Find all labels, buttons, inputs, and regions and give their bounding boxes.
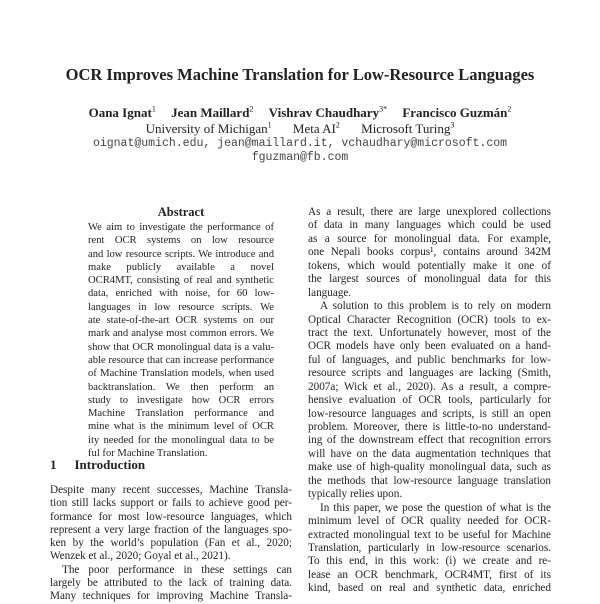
text-line: represent a very large fraction of the languages spo- [50,523,292,536]
abstract-heading: Abstract [157,205,205,219]
author-sup: 3* [379,105,388,114]
text-line: mark and analyse most common errors. We [88,328,274,340]
text-line: The poor performance in these settings can [62,563,292,576]
affiliation-name: University of Michigan [145,121,268,137]
text-line: and low resource scripts. We introduce and [88,248,274,260]
affiliation-list [0,121,600,137]
text-line: In this paper, we pose the question of what is the [320,501,551,514]
intro-right-column [308,206,551,596]
affiliation [361,121,454,136]
text-line: To this end, in this work: (i) we create and re- [308,555,551,568]
text-line: problem. Moreover, there is little-to-no understand- [308,421,551,433]
emails-line: fguzman@fb.com [251,151,349,164]
text-line: Many techniques for improving Machine Transla- [50,590,292,603]
author-sup: 1 [151,105,156,114]
text-line: rent OCR systems on low resource [88,235,274,247]
section-heading [50,457,145,473]
author [89,105,156,120]
author-list [0,105,600,121]
text-line: resource scripts and languages are lacking (Smith, [308,367,551,380]
author [171,105,253,120]
text-line: hensive evaluation of OCR tools, particularly for [308,394,551,407]
text-line: ken by the world’s population (Fan et al., 2020; [50,537,292,550]
text-line: As a result, there are large unexplored collections [308,206,551,218]
emails-line: oignat@umich.edu, jean@maillard.it, vchaudhary@microsoft.com [92,137,508,150]
text-line: minimum level of OCR quality needed for OCR- [308,515,551,528]
author-sup: 2 [507,105,512,114]
text-line: tokens, which would potentially make it one of [308,259,551,272]
text-line: A solution to this problem is to rely on modern [320,300,551,313]
text-line: Optical Character Recognition (OCR) tools to ex- [308,313,551,326]
text-line: We aim to investigate the performance of [88,222,274,233]
text-line: data, enriched with noise, for 60 low- [88,288,274,300]
affiliation-sup: 1 [267,121,272,130]
text-line: lease an OCR benchmark, OCR4MT, first of its [308,568,551,581]
affiliation-name: Microsoft Turing [361,121,451,137]
text-line: of data in many languages which could be used [308,219,551,232]
text-line: languages in low resource scripts. We [88,301,274,313]
text-line: the methods that low-resource language translation [308,474,551,487]
text-line: 2007a; Wick et al., 2020). As a result, a compre- [308,380,551,393]
text-line: tion still lacks support or fails to achieve good per- [50,497,292,510]
text-line: language. [308,286,352,299]
author-name: Oana Ignat [88,105,152,121]
author-emails [0,137,600,165]
text-line: make publicly available a novel [88,261,274,273]
affiliation-sup: 3 [450,121,455,130]
text-line: ful for Machine Translation. [88,448,208,460]
author [269,105,387,120]
author-sup: 2 [249,105,254,114]
section-title: Introduction [74,457,146,472]
text-line: able resource that can increase performance [88,354,274,366]
text-line: tract the text. Unfortunately however, most of the [308,326,551,339]
abstract-body [88,221,274,460]
text-line: largely be attributed to the lack of training data. [50,577,292,590]
affiliation [146,121,272,136]
text-line: formance for most low-resource languages, which [50,510,292,523]
text-line: Despite many recent successes, Machine Transla- [50,484,292,496]
text-line: Wenzek et al., 2020; Goyal et al., 2021). [50,550,231,563]
text-line: make use of high-quality monolingual data, such as [308,461,551,474]
text-line: will have on the data augmentation techniques that [308,447,551,460]
text-line: study to investigate how OCR errors [88,394,274,406]
text-line: OCR4MT, consisting of real and synthetic [88,275,274,287]
text-line: ate state-of-the-art OCR systems on our [88,315,274,327]
text-line: of Machine Translation models, when used [88,368,274,380]
affiliation-name: Meta AI [292,121,336,137]
text-line: low-resource languages and scripts, is still an open [308,407,551,420]
text-line: typically relies upon. [308,488,403,501]
author-name: Francisco Guzmán [402,105,508,121]
text-line: as a source for monolingual data. For example, [308,232,551,245]
text-line: ity needed for the monolingual data to be [88,434,274,446]
section-number: 1 [50,457,57,472]
text-line: ful of languages, and public benchmarks for low- [308,353,551,366]
author [402,105,511,120]
text-line: mine what is the minimum level of OCR [88,421,274,433]
text-line: extracted monolingual text to be useful for Machine [308,528,551,541]
text-line: ing of the downstream effect that recognition errors [308,434,551,447]
affiliation [293,121,340,136]
text-line: backtranslation. We then perform an [88,381,274,393]
text-line: kind, based on real and synthetic data, enriched [308,582,551,595]
intro-left-column [50,484,292,604]
text-line: Translation, particularly in low-resource scenarios. [308,541,551,554]
author-name: Vishrav Chaudhary [268,105,380,121]
text-line: OCR models have only been evaluated on a hand- [308,340,551,353]
text-line: Machine Translation performance and [88,408,274,420]
text-line: one Nepali books corpus¹, contains around 342M [308,246,551,259]
text-line: show that OCR monolingual data is a valu- [88,341,274,353]
author-name: Jean Maillard [171,105,250,121]
affiliation-sup: 2 [335,121,340,130]
paper-title: OCR Improves Machine Translation for Low-Resource Languages [65,65,535,84]
text-line: the largest sources of monolingual data for this [308,273,551,286]
